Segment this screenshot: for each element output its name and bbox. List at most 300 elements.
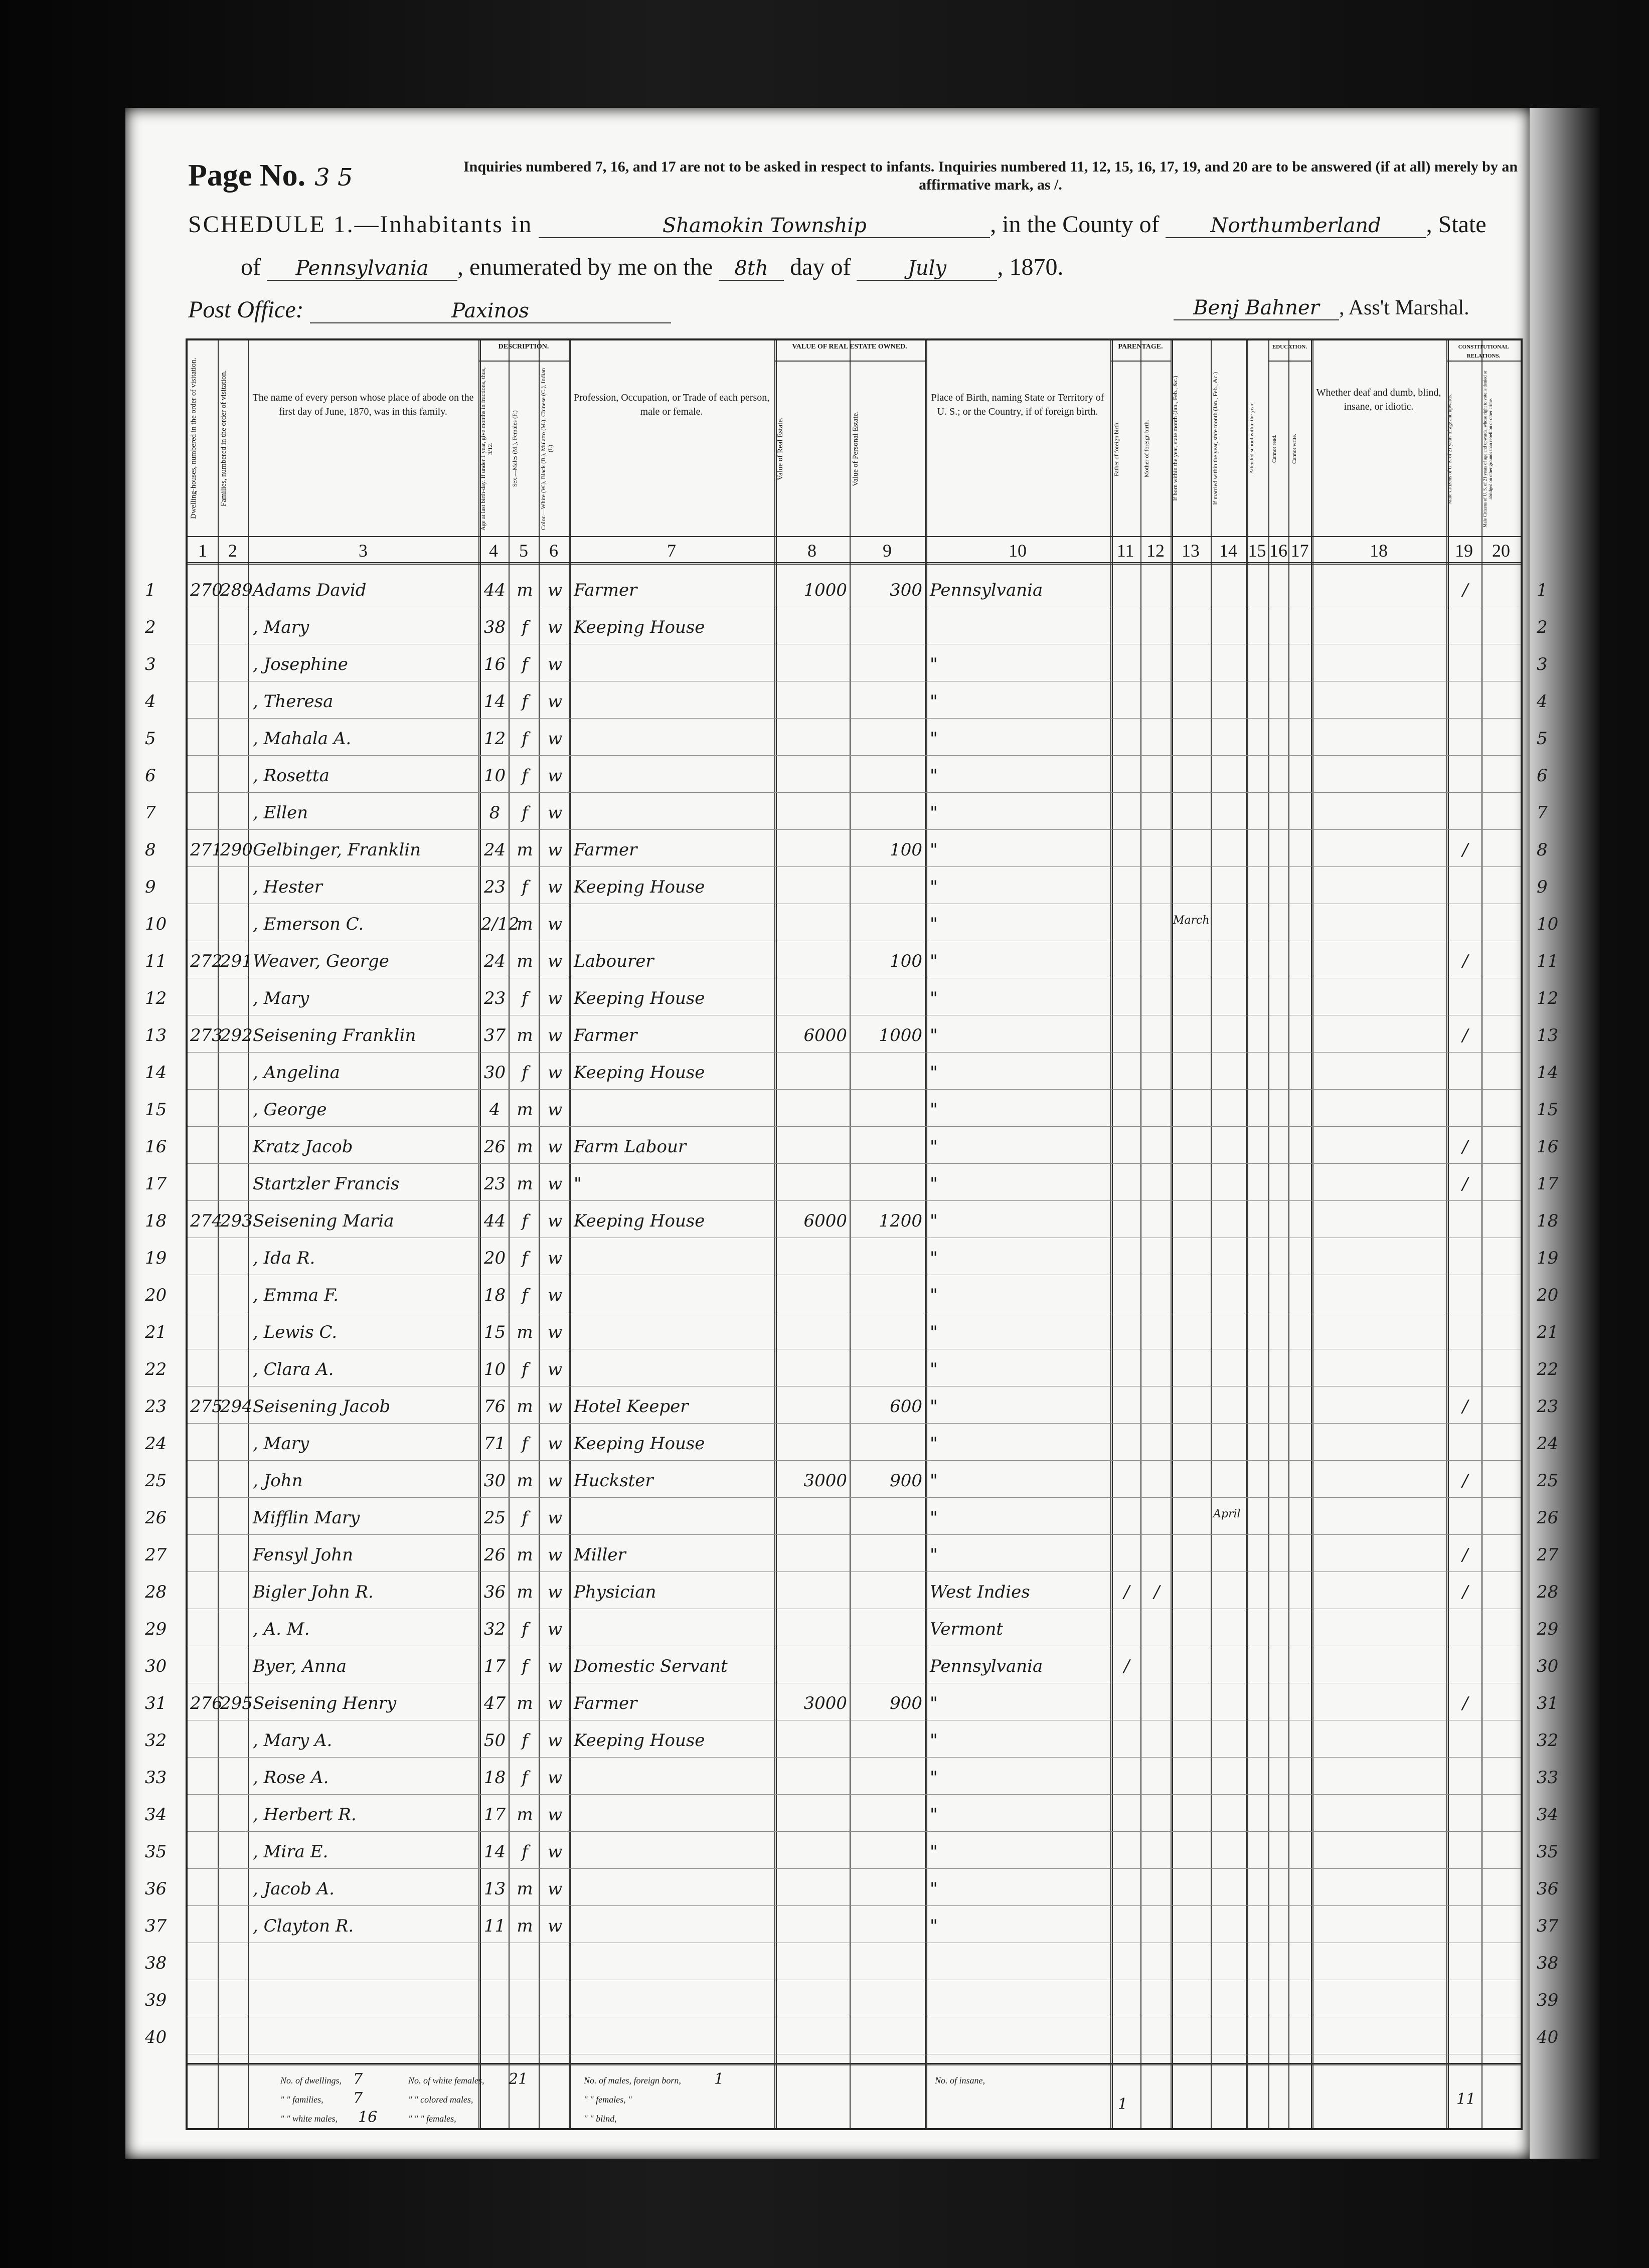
dwellings-label: No. of dwellings, bbox=[280, 2075, 342, 2085]
cell-sex: m bbox=[517, 1805, 533, 1825]
line-number-right: 19 bbox=[1537, 1248, 1559, 1268]
column-number: 5 bbox=[519, 541, 528, 561]
foreign-males-count: 1 bbox=[714, 2070, 724, 2088]
cell-name: Adams David bbox=[253, 580, 367, 600]
line-number-right: 3 bbox=[1537, 654, 1548, 674]
line-number-right: 14 bbox=[1537, 1063, 1559, 1083]
census-table bbox=[145, 338, 1559, 2130]
dwellings-count: 7 bbox=[353, 2070, 363, 2088]
line-number: 13 bbox=[145, 1025, 167, 1045]
column-number: 17 bbox=[1290, 541, 1309, 561]
cell-color: w bbox=[547, 877, 563, 897]
table-row bbox=[145, 1238, 1559, 1275]
line-number-right: 22 bbox=[1537, 1359, 1559, 1379]
cell-sex: m bbox=[517, 951, 533, 971]
cell-occupation: Miller bbox=[574, 1545, 626, 1565]
column-number-row bbox=[188, 536, 1521, 565]
cell-occupation: Keeping House bbox=[574, 1211, 705, 1231]
table-row bbox=[145, 978, 1559, 1015]
cell-sex: m bbox=[517, 1916, 533, 1936]
line-number: 35 bbox=[145, 1842, 167, 1862]
table-row bbox=[145, 1832, 1559, 1869]
line-number: 12 bbox=[145, 988, 167, 1008]
cell-sex: f bbox=[522, 1768, 528, 1788]
cell-real: 3000 bbox=[803, 1471, 847, 1491]
line-number-right: 23 bbox=[1537, 1397, 1559, 1417]
line-number-right: 40 bbox=[1537, 2027, 1559, 2047]
foreign-males-label: No. of males, foreign born, bbox=[584, 2075, 681, 2085]
cell-name: , Mira E. bbox=[253, 1842, 328, 1862]
cell-color: w bbox=[547, 729, 563, 749]
post-office-line bbox=[188, 296, 671, 323]
table-row bbox=[145, 644, 1548, 681]
header-disability: Whether deaf and dumb, blind, insane, or idiotic. bbox=[1316, 387, 1441, 412]
cell-occupation: " bbox=[574, 1174, 582, 1194]
cell-name: , George bbox=[253, 1100, 327, 1120]
table-row bbox=[145, 1127, 1559, 1164]
cell-occupation: Farmer bbox=[574, 840, 637, 860]
cell-color: w bbox=[547, 766, 563, 786]
cell-age: 24 bbox=[483, 840, 506, 860]
table-row bbox=[145, 1869, 1559, 1906]
cell-color: w bbox=[547, 1582, 563, 1602]
description-group-header: DESCRIPTION. bbox=[478, 340, 569, 362]
line-number: 39 bbox=[145, 1990, 167, 2010]
cell-sex: f bbox=[522, 803, 528, 823]
line-number: 19 bbox=[145, 1248, 167, 1268]
cell-name: , Jacob A. bbox=[253, 1879, 335, 1899]
column-number: 6 bbox=[549, 541, 558, 561]
header-occupation: Profession, Occupation, or Trade of each person, male or female. bbox=[573, 392, 770, 417]
cell-birth: " bbox=[930, 766, 938, 786]
table-row bbox=[145, 1758, 1559, 1795]
cell-age: 44 bbox=[483, 1211, 506, 1231]
line-number-right: 2 bbox=[1537, 617, 1548, 637]
cell-age: 47 bbox=[483, 1693, 506, 1713]
cell-name: , Hester bbox=[253, 877, 322, 897]
cell-married-month: April bbox=[1213, 1508, 1241, 1520]
cell-birth: " bbox=[930, 1805, 938, 1825]
cell-name: , Josephine bbox=[253, 654, 348, 674]
header-cannot-read: Cannot read. bbox=[1271, 434, 1277, 463]
cell-name: , Emerson C. bbox=[253, 914, 364, 934]
table-row bbox=[145, 1609, 1559, 1646]
cell-age: 36 bbox=[483, 1582, 506, 1602]
line-number-right: 33 bbox=[1537, 1768, 1559, 1788]
cell-occupation: Huckster bbox=[574, 1471, 653, 1491]
cell-color: w bbox=[547, 1025, 563, 1045]
line-number-right: 15 bbox=[1537, 1100, 1559, 1120]
cell-sex: f bbox=[522, 877, 528, 897]
line-number: 5 bbox=[145, 729, 156, 749]
cell-personal: 300 bbox=[890, 580, 922, 600]
column-number: 16 bbox=[1269, 541, 1287, 561]
table-row bbox=[145, 607, 1548, 644]
line-number: 28 bbox=[145, 1582, 167, 1602]
table-row bbox=[145, 1906, 1559, 1943]
column-number: 4 bbox=[489, 541, 498, 561]
cell-age: 23 bbox=[483, 877, 506, 897]
cell-sex: m bbox=[517, 1100, 533, 1120]
cell-age: 11 bbox=[483, 1916, 506, 1936]
cell-dwelling: 274 bbox=[190, 1211, 223, 1231]
column-number: 12 bbox=[1146, 541, 1165, 561]
cell-color: w bbox=[547, 1805, 563, 1825]
cell-color: w bbox=[547, 840, 563, 860]
line-number: 16 bbox=[145, 1137, 167, 1157]
cell-sex: m bbox=[517, 1397, 533, 1417]
cell-name: , Lewis C. bbox=[253, 1322, 338, 1342]
line-number: 25 bbox=[145, 1471, 167, 1491]
cell-age: 20 bbox=[483, 1248, 506, 1268]
line-number: 11 bbox=[145, 951, 167, 971]
line-number-right: 32 bbox=[1537, 1730, 1559, 1751]
cell-occupation: Keeping House bbox=[574, 877, 705, 897]
cell-name: , Mary bbox=[253, 617, 309, 637]
cell-birth: " bbox=[930, 1693, 938, 1713]
cell-birth: West Indies bbox=[930, 1582, 1030, 1602]
cell-color: w bbox=[547, 1285, 563, 1305]
cell-sex: f bbox=[522, 654, 528, 674]
cell-c19: / bbox=[1462, 1025, 1468, 1045]
cell-age: 4 bbox=[489, 1100, 501, 1120]
cell-birth: " bbox=[930, 1916, 938, 1936]
township-field: Shamokin Township bbox=[539, 214, 990, 238]
cell-personal: 900 bbox=[890, 1471, 922, 1491]
line-number: 20 bbox=[145, 1285, 167, 1305]
line-number: 7 bbox=[145, 803, 156, 823]
cell-age: 12 bbox=[483, 729, 506, 749]
table-row bbox=[145, 1720, 1559, 1758]
cell-birth: " bbox=[930, 988, 938, 1008]
cell-birth: " bbox=[930, 1174, 938, 1194]
day-of-label: day of bbox=[790, 254, 851, 280]
white-males-label: " " white males, bbox=[280, 2114, 338, 2124]
cell-color: w bbox=[547, 617, 563, 637]
cell-occupation: Keeping House bbox=[574, 617, 705, 637]
line-number: 36 bbox=[145, 1879, 167, 1899]
cell-sex: f bbox=[522, 729, 528, 749]
line-number-right: 7 bbox=[1537, 803, 1548, 823]
cell-age: 38 bbox=[483, 617, 506, 637]
cell-color: w bbox=[547, 1693, 563, 1713]
cell-name: , Ida R. bbox=[253, 1248, 315, 1268]
cell-birth: " bbox=[930, 1508, 938, 1528]
line-number-right: 38 bbox=[1537, 1953, 1559, 1973]
cell-occupation: Keeping House bbox=[574, 1434, 705, 1454]
summary-footer bbox=[188, 2063, 1521, 2131]
cell-name: , John bbox=[253, 1471, 303, 1491]
line-number: 37 bbox=[145, 1916, 167, 1936]
county-label: , in the County of bbox=[990, 211, 1160, 238]
cell-birth: " bbox=[930, 1322, 938, 1342]
table-row bbox=[145, 1498, 1559, 1535]
cell-name: , Emma F. bbox=[253, 1285, 339, 1305]
cell-age: 25 bbox=[483, 1508, 506, 1528]
cell-color: w bbox=[547, 1842, 563, 1862]
table-row bbox=[145, 1535, 1559, 1572]
cell-age: 23 bbox=[483, 988, 506, 1008]
cell-personal: 100 bbox=[890, 840, 922, 860]
header-father-foreign: Father of foreign birth. bbox=[1113, 421, 1120, 476]
line-number: 24 bbox=[145, 1434, 167, 1454]
cell-occupation: Keeping House bbox=[574, 1730, 705, 1751]
table-row bbox=[145, 2017, 1559, 2054]
cell-personal: 100 bbox=[890, 951, 922, 971]
cell-age: 37 bbox=[483, 1025, 506, 1045]
table-row bbox=[145, 1275, 1559, 1312]
cell-color: w bbox=[547, 1137, 563, 1157]
cell-color: w bbox=[547, 1730, 563, 1751]
line-number: 9 bbox=[145, 877, 156, 897]
line-number-right: 17 bbox=[1537, 1174, 1559, 1194]
cell-family: 291 bbox=[220, 951, 253, 971]
line-number-right: 11 bbox=[1537, 951, 1559, 971]
column-number: 20 bbox=[1492, 541, 1510, 561]
line-number: 21 bbox=[145, 1322, 167, 1342]
cell-color: w bbox=[547, 1397, 563, 1417]
male-citizens-tally: 11 bbox=[1456, 2090, 1476, 2108]
cell-name: , Mary bbox=[253, 1434, 309, 1454]
state-line bbox=[241, 253, 1063, 281]
cell-color: w bbox=[547, 1879, 563, 1899]
cell-family: 295 bbox=[220, 1693, 253, 1713]
page-number: 3 5 bbox=[314, 163, 353, 192]
cell-color: w bbox=[547, 1211, 563, 1231]
marshal-line bbox=[1174, 296, 1469, 320]
column-number: 13 bbox=[1182, 541, 1200, 561]
marshal-label: , Ass't Marshal. bbox=[1339, 296, 1469, 319]
cell-age: 2/12 bbox=[481, 914, 520, 934]
cell-occupation: Keeping House bbox=[574, 1063, 705, 1083]
cell-family: 293 bbox=[220, 1211, 253, 1231]
line-number: 38 bbox=[145, 1953, 167, 1973]
cell-name: , Clayton R. bbox=[253, 1916, 354, 1936]
white-females-label: No. of white females, bbox=[408, 2075, 484, 2085]
cell-color: w bbox=[547, 951, 563, 971]
line-number-right: 36 bbox=[1537, 1879, 1559, 1899]
cell-name: , Clara A. bbox=[253, 1359, 334, 1379]
line-number-right: 25 bbox=[1537, 1471, 1559, 1491]
table-row bbox=[145, 1312, 1559, 1349]
cell-birth: " bbox=[930, 1248, 938, 1268]
month-field: July bbox=[857, 257, 997, 281]
line-number-right: 30 bbox=[1537, 1656, 1559, 1676]
cell-sex: f bbox=[522, 1211, 528, 1231]
county-field: Northumberland bbox=[1166, 214, 1426, 238]
post-office-field: Paxinos bbox=[310, 299, 671, 323]
line-number: 29 bbox=[145, 1619, 167, 1639]
line-number-right: 24 bbox=[1537, 1434, 1559, 1454]
cell-c12: / bbox=[1153, 1582, 1160, 1602]
cell-c11: / bbox=[1123, 1582, 1130, 1602]
header-real-estate: Value of Real Estate. bbox=[776, 417, 784, 480]
insane-label: No. of insane, bbox=[935, 2075, 985, 2085]
table-row bbox=[145, 1572, 1559, 1609]
line-number: 10 bbox=[145, 914, 167, 934]
header-birthplace: Place of Birth, naming State or Territory of U. S.; or the Country, if of foreign birth. bbox=[931, 392, 1104, 417]
cell-age: 14 bbox=[483, 691, 506, 712]
column-number: 7 bbox=[667, 541, 676, 561]
cell-sex: m bbox=[517, 1471, 533, 1491]
cell-name: Seisening Henry bbox=[253, 1693, 397, 1713]
table-row bbox=[145, 1683, 1559, 1720]
cell-birth: " bbox=[930, 729, 938, 749]
line-number-right: 26 bbox=[1537, 1508, 1559, 1528]
table-row bbox=[145, 1795, 1559, 1832]
cell-sex: m bbox=[517, 1322, 533, 1342]
table-row bbox=[145, 793, 1548, 830]
cell-real: 6000 bbox=[803, 1025, 847, 1045]
table-row bbox=[145, 1461, 1559, 1498]
line-number-right: 13 bbox=[1537, 1025, 1559, 1045]
cell-sex: f bbox=[522, 617, 528, 637]
cell-color: w bbox=[547, 1359, 563, 1379]
cell-age: 16 bbox=[483, 654, 506, 674]
column-number: 2 bbox=[228, 541, 237, 561]
column-number: 15 bbox=[1248, 541, 1266, 561]
cell-age: 24 bbox=[483, 951, 506, 971]
line-number-right: 6 bbox=[1537, 766, 1548, 786]
page-label: Page No. bbox=[188, 158, 306, 193]
cell-name: , Angelina bbox=[253, 1063, 340, 1083]
line-number-right: 29 bbox=[1537, 1619, 1559, 1639]
column-number: 18 bbox=[1370, 541, 1388, 561]
line-number: 32 bbox=[145, 1730, 167, 1751]
cell-name: , Rose A. bbox=[253, 1768, 329, 1788]
line-number: 6 bbox=[145, 766, 156, 786]
cell-sex: m bbox=[517, 1693, 533, 1713]
cell-c11: / bbox=[1123, 1656, 1130, 1676]
education-group-header: EDUCATION. bbox=[1268, 340, 1311, 362]
cell-color: w bbox=[547, 988, 563, 1008]
cell-color: w bbox=[547, 1100, 563, 1120]
cell-birth: " bbox=[930, 803, 938, 823]
column-number: 1 bbox=[198, 541, 207, 561]
table-row bbox=[145, 1090, 1559, 1127]
line-number-right: 37 bbox=[1537, 1916, 1559, 1936]
cell-occupation: Farm Labour bbox=[574, 1137, 687, 1157]
blind-label: " " blind, bbox=[584, 2114, 617, 2124]
table-row bbox=[145, 570, 1548, 607]
line-number: 40 bbox=[145, 2027, 167, 2047]
cell-name: Byer, Anna bbox=[253, 1656, 347, 1676]
cell-c19: / bbox=[1462, 1693, 1468, 1713]
column-number: 11 bbox=[1116, 541, 1134, 561]
table-row bbox=[145, 1201, 1559, 1238]
cell-age: 13 bbox=[483, 1879, 506, 1899]
cell-dwelling: 273 bbox=[190, 1025, 223, 1045]
column-number: 3 bbox=[359, 541, 368, 561]
cell-sex: f bbox=[522, 1285, 528, 1305]
cell-birth: Pennsylvania bbox=[930, 1656, 1043, 1676]
cell-color: w bbox=[547, 1248, 563, 1268]
table-row bbox=[145, 1980, 1559, 2017]
families-label: " " families, bbox=[280, 2095, 323, 2105]
cell-age: 23 bbox=[483, 1174, 506, 1194]
cell-c19: / bbox=[1462, 1174, 1468, 1194]
page-header bbox=[125, 108, 1530, 328]
cell-name: Startzler Francis bbox=[253, 1174, 400, 1194]
day-field: 8th bbox=[719, 257, 784, 281]
line-number: 3 bbox=[145, 654, 156, 674]
cell-personal: 900 bbox=[890, 1693, 922, 1713]
table-row bbox=[145, 1053, 1559, 1090]
cell-color: w bbox=[547, 1916, 563, 1936]
schedule-line bbox=[188, 211, 1487, 238]
cell-age: 44 bbox=[483, 580, 506, 600]
cell-occupation: Physician bbox=[574, 1582, 656, 1602]
table-row bbox=[145, 941, 1559, 978]
post-office-label: Post Office: bbox=[188, 296, 304, 323]
cell-birth: " bbox=[930, 1285, 938, 1305]
cell-birth: " bbox=[930, 1025, 938, 1045]
cell-color: w bbox=[547, 1768, 563, 1788]
cell-color: w bbox=[547, 1322, 563, 1342]
cell-age: 17 bbox=[483, 1656, 506, 1676]
cell-occupation: Farmer bbox=[574, 580, 637, 600]
cell-occupation: Keeping House bbox=[574, 988, 705, 1008]
cell-sex: f bbox=[522, 766, 528, 786]
cell-dwelling: 275 bbox=[190, 1397, 223, 1417]
cell-birth: Vermont bbox=[930, 1619, 1004, 1639]
line-number-right: 1 bbox=[1537, 580, 1548, 600]
cell-color: w bbox=[547, 654, 563, 674]
enumerated-label: , enumerated by me on the bbox=[457, 254, 713, 280]
cell-family: 290 bbox=[220, 840, 253, 860]
cell-age: 8 bbox=[489, 803, 501, 823]
cell-birth: " bbox=[930, 914, 938, 934]
cell-birth: " bbox=[930, 1730, 938, 1751]
table-row bbox=[145, 867, 1548, 904]
table-row bbox=[145, 1164, 1559, 1201]
line-number: 4 bbox=[145, 691, 156, 712]
line-number: 26 bbox=[145, 1508, 167, 1528]
cell-color: w bbox=[547, 1508, 563, 1528]
cell-birth: " bbox=[930, 1100, 938, 1120]
census-page bbox=[125, 108, 1559, 2159]
cell-birth: " bbox=[930, 1768, 938, 1788]
table-row bbox=[145, 1424, 1559, 1461]
line-number: 22 bbox=[145, 1359, 167, 1379]
cell-occupation: Farmer bbox=[574, 1025, 637, 1045]
schedule-title: SCHEDULE 1.—Inhabitants in bbox=[188, 211, 533, 238]
foreign-parent-tally: 1 bbox=[1118, 2096, 1128, 2113]
cell-sex: f bbox=[522, 988, 528, 1008]
line-number-right: 21 bbox=[1537, 1322, 1559, 1342]
line-number: 14 bbox=[145, 1063, 167, 1083]
cell-family: 294 bbox=[220, 1397, 253, 1417]
cell-sex: f bbox=[522, 691, 528, 712]
cell-sex: m bbox=[517, 1137, 533, 1157]
cell-color: w bbox=[547, 1174, 563, 1194]
header-personal-estate: Value of Personal Estate. bbox=[852, 411, 860, 486]
table-row bbox=[145, 1349, 1559, 1386]
line-number: 1 bbox=[145, 580, 156, 600]
table-row bbox=[145, 830, 1548, 867]
header-sex: Sex.—Males (M.), Females (F.) bbox=[511, 410, 518, 487]
cell-name: Weaver, George bbox=[253, 951, 389, 971]
state-field: Pennsylvania bbox=[267, 257, 457, 281]
year-label: , 1870. bbox=[997, 254, 1064, 280]
cell-age: 10 bbox=[483, 1359, 506, 1379]
cell-name: , Theresa bbox=[253, 691, 334, 712]
table-row bbox=[145, 1386, 1559, 1424]
cell-family: 289 bbox=[220, 580, 253, 600]
cell-name: , A. M. bbox=[253, 1619, 310, 1639]
cell-name: , Ellen bbox=[253, 803, 308, 823]
cell-dwelling: 272 bbox=[190, 951, 223, 971]
